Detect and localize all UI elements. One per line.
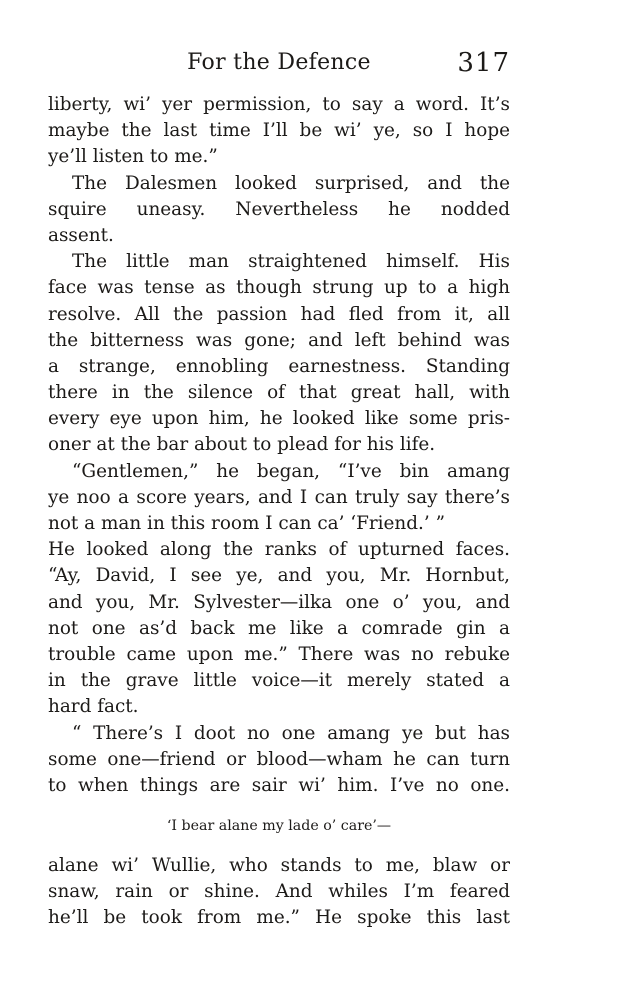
text-line: not one as’d back me like a comrade gin a bbox=[48, 617, 510, 639]
page-number: 317 bbox=[457, 48, 510, 78]
page-header bbox=[48, 46, 510, 86]
text-line: trouble came upon me.” There was no rebuke bbox=[48, 643, 510, 665]
text-line: snaw, rain or shine. And whiles I’m feared bbox=[48, 881, 510, 903]
text-line: every eye upon him, he looked like some pris- bbox=[48, 408, 510, 430]
text-line: not a man in this room I can ca’ ‘Friend.’ ” bbox=[48, 513, 445, 534]
text-line: the bitterness was gone; and left behind was bbox=[48, 329, 510, 351]
text-line: liberty, wi’ yer permission, to say a word. It’s bbox=[48, 94, 510, 115]
text-line: in the grave little voice—it merely stated a bbox=[48, 670, 510, 692]
text-line: ye’ll listen to me.” bbox=[48, 146, 218, 168]
text-line: The little man straightened himself. His bbox=[72, 251, 510, 273]
text-line: “ There’s I doot no one amang ye but has bbox=[72, 722, 510, 744]
body-text bbox=[48, 92, 510, 932]
text-line: and you, Mr. Sylvester—ilka one o’ you, and bbox=[48, 591, 510, 613]
text-line: assent. bbox=[48, 224, 114, 246]
text-line: “Ay, David, I see ye, and you, Mr. Hornbut, bbox=[48, 565, 510, 587]
verse-quote: ‘I bear alane my lade o’ care’— bbox=[166, 818, 392, 835]
text-line: ye noo a score years, and I can truly say there’s bbox=[48, 486, 510, 508]
text-line: squire uneasy. Nevertheless he nodded bbox=[48, 198, 510, 220]
text-line: hard fact. bbox=[48, 696, 139, 718]
text-line: alane wi’ Wullie, who stands to me, blaw or bbox=[48, 855, 510, 877]
text-line: he’ll be took from me.” He spoke this last bbox=[48, 907, 510, 929]
text-line: some one—friend or blood—wham he can turn bbox=[48, 748, 510, 770]
text-line: to when things are sair wi’ him. I’ve no one. bbox=[48, 774, 510, 796]
running-title: For the Defence bbox=[187, 50, 371, 75]
text-line: maybe the last time I’ll be wi’ ye, so I hope bbox=[48, 120, 510, 142]
text-line: The Dalesmen looked surprised, and the bbox=[72, 172, 510, 194]
text-line: oner at the bar about to plead for his life. bbox=[48, 434, 436, 456]
text-line: a strange, ennobling earnestness. Standing bbox=[48, 355, 510, 377]
text-line: there in the silence of that great hall, with bbox=[48, 382, 510, 404]
text-line: He looked along the ranks of upturned faces. bbox=[48, 539, 510, 561]
text-line: “Gentlemen,” he began, “I’ve bin amang bbox=[72, 460, 510, 482]
text-line: face was tense as though strung up to a high bbox=[48, 277, 510, 299]
text-line: resolve. All the passion had fled from it, all bbox=[48, 303, 510, 325]
